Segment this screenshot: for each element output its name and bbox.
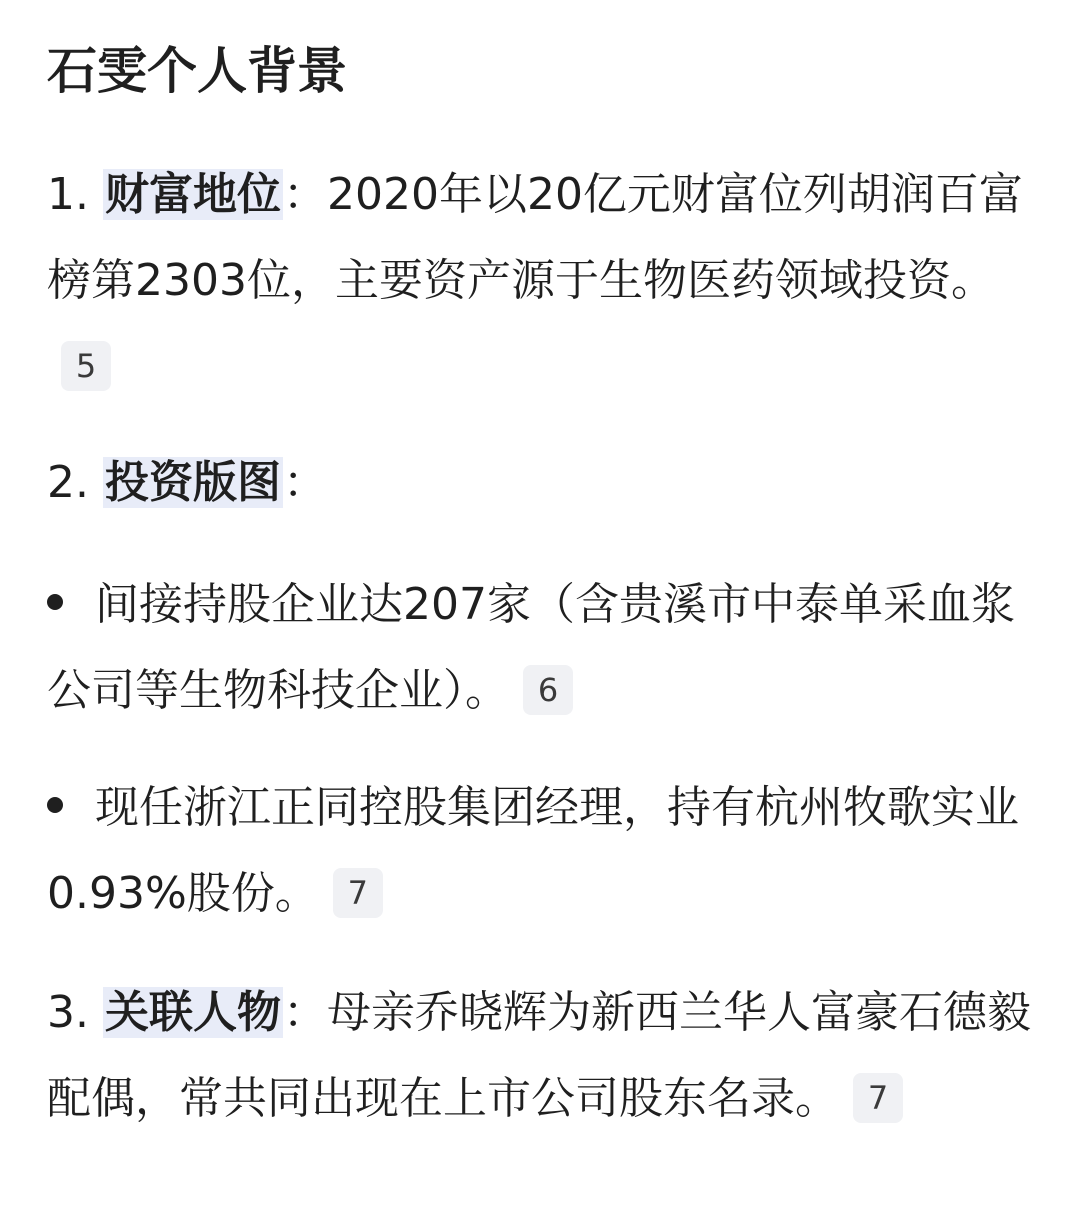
section-heading-wealth-status: 财富地位 <box>104 169 281 220</box>
bullet-text: 现任浙江正同控股集团经理，持有杭州牧歌实业0.93%股份。 <box>47 782 1019 919</box>
section-body-text: 母亲乔晓辉为新西兰华人富豪石德毅配偶，常共同出现在上市公司股东名录。 <box>47 987 1031 1124</box>
citation-badge[interactable]: 7 <box>853 1073 903 1123</box>
section-body-text: 2020年以20亿元财富位列胡润百富榜第2303位，主要资产源于生物医药领域投资。 <box>47 169 1023 306</box>
bullet-dot-icon <box>47 594 63 610</box>
bullet-item-holdings <box>47 562 1032 734</box>
section-heading-investment: 投资版图 <box>104 457 281 508</box>
section-separator: ： <box>282 169 327 220</box>
citation-badge[interactable]: 5 <box>61 341 111 391</box>
section-heading-related-persons: 关联人物 <box>104 987 281 1038</box>
section-separator: ： <box>282 457 327 508</box>
bullet-dot-icon <box>47 797 63 813</box>
section-number: 2. <box>47 457 103 508</box>
section-number: 1. <box>47 169 103 220</box>
bullet-item-position <box>47 765 1032 937</box>
section-investment <box>47 440 1032 526</box>
section-related-persons <box>47 970 1032 1142</box>
page-title: 石雯个人背景 <box>47 42 347 100</box>
section-wealth-status <box>47 152 1032 410</box>
bullet-text: 间接持股企业达207家（含贵溪市中泰单采血浆公司等生物科技企业）。 <box>47 579 1015 716</box>
citation-badge[interactable]: 7 <box>333 868 383 918</box>
section-number: 3. <box>47 987 103 1038</box>
citation-badge[interactable]: 6 <box>523 665 573 715</box>
section-separator: ： <box>282 987 327 1038</box>
